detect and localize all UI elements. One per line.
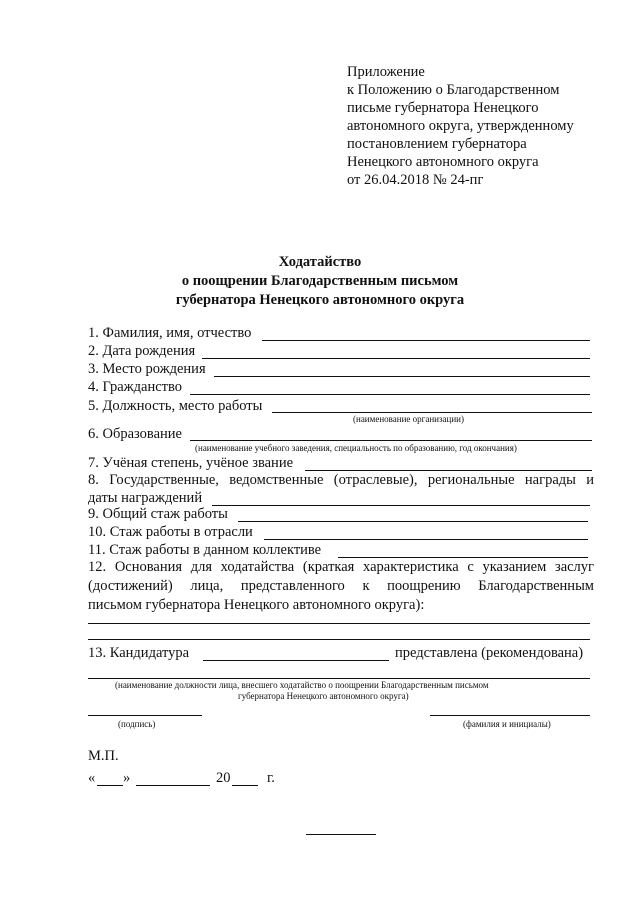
field-label-education: 6. Образование: [88, 426, 182, 442]
field-label-award-dates: даты награждений: [88, 490, 203, 506]
signature-line[interactable]: [88, 715, 202, 716]
field-label-recommended: представлена (рекомендована): [395, 645, 584, 661]
date-month-line[interactable]: [136, 785, 210, 786]
appendix-line-7: от 26.04.2018 № 24-пг: [347, 172, 484, 188]
field-label-birth-place: 3. Место рождения: [88, 361, 206, 377]
stamp-place-label: М.П.: [88, 748, 119, 764]
field-label-grounds-line-1: 12. Основания для ходатайства (краткая характеристика с указанием заслуг: [88, 559, 594, 575]
name-initials-line[interactable]: [430, 715, 590, 716]
caption-signature: (подпись): [118, 719, 156, 729]
birth-place-line[interactable]: [214, 376, 590, 377]
caption-nominator-line-1: (наименование должности лица, внесшего ходатайство о поощрении Благодарственным письмом: [115, 680, 489, 690]
field-label-industry-experience: 10. Стаж работы в отрасли: [88, 524, 253, 540]
caption-education: (наименование учебного заведения, специальность по образованию, год окончания): [195, 443, 517, 453]
field-label-citizenship: 4. Гражданство: [88, 379, 183, 395]
date-day-line[interactable]: [97, 785, 123, 786]
candidacy-line[interactable]: [203, 660, 389, 661]
title-line-3: губернатора Ненецкого автономного округа: [175, 292, 465, 308]
grounds-line-1[interactable]: [88, 623, 590, 624]
field-label-birth-date: 2. Дата рождения: [88, 343, 196, 359]
date-year-prefix: 20: [216, 770, 231, 786]
field-label-candidacy: 13. Кандидатура: [88, 645, 190, 661]
field-label-position-workplace: 5. Должность, место работы: [88, 398, 263, 414]
appendix-line-1: Приложение: [347, 64, 425, 80]
caption-organization: (наименование организации): [353, 414, 464, 424]
appendix-line-2: к Положению о Благодарственном: [347, 82, 560, 98]
date-open-quote: «: [88, 770, 96, 786]
field-label-grounds-line-2: (достижений) лица, представленного к поощрению Благодарственным: [88, 578, 594, 594]
full-name-line[interactable]: [262, 340, 590, 341]
footer-rule: [306, 834, 376, 835]
industry-experience-line[interactable]: [264, 539, 588, 540]
awards-line[interactable]: [212, 505, 590, 506]
field-label-awards: 8. Государственные, ведомственные (отраслевые), региональные награды и: [88, 472, 594, 488]
date-year-line[interactable]: [232, 785, 258, 786]
title-line-1: Ходатайство: [278, 254, 362, 270]
education-line[interactable]: [190, 440, 592, 441]
field-label-team-experience: 11. Стаж работы в данном коллективе: [88, 542, 322, 558]
total-experience-line[interactable]: [238, 521, 588, 522]
birth-date-line[interactable]: [202, 358, 590, 359]
nominator-line[interactable]: [88, 678, 590, 679]
title-line-2: о поощрении Благодарственным письмом: [181, 273, 459, 289]
appendix-line-6: Ненецкого автономного округа: [347, 154, 539, 170]
field-label-grounds-line-3: письмом губернатора Ненецкого автономного округа):: [88, 597, 425, 613]
field-label-total-experience: 9. Общий стаж работы: [88, 506, 228, 522]
caption-name-initials: (фамилия и инициалы): [463, 719, 551, 729]
appendix-line-3: письме губернатора Ненецкого: [347, 100, 539, 116]
field-label-degree: 7. Учёная степень, учёное звание: [88, 455, 294, 471]
caption-nominator-line-2: губернатора Ненецкого автономного округа): [238, 691, 409, 701]
citizenship-line[interactable]: [190, 394, 590, 395]
field-label-full-name: 1. Фамилия, имя, отчество: [88, 325, 252, 341]
grounds-line-2[interactable]: [88, 639, 590, 640]
position-workplace-line[interactable]: [272, 412, 592, 413]
appendix-line-4: автономного округа, утвержденному: [347, 118, 574, 134]
date-close-quote: »: [123, 770, 131, 786]
date-year-suffix: г.: [267, 770, 275, 786]
appendix-line-5: постановлением губернатора: [347, 136, 527, 152]
